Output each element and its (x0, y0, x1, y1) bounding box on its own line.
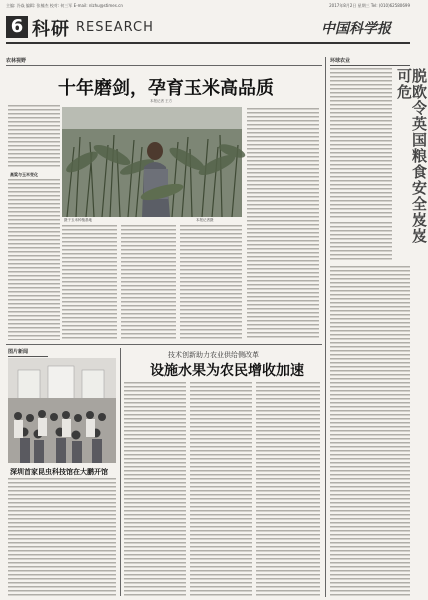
column-divider (325, 57, 326, 597)
lower-column-divider (120, 348, 121, 596)
museum-crowd-image (8, 358, 116, 463)
photo-news-text (8, 478, 116, 596)
bottom-text-col1 (124, 382, 186, 596)
main-text-col1-a (8, 105, 60, 169)
section-english-title: RESEARCH (76, 20, 154, 35)
main-text-col1-b (8, 179, 60, 340)
right-headline: 脱欧令英国粮食安全岌岌可危 (395, 68, 428, 244)
date-info: 2017年8月2日 星期三 Tel: (010)62580699 (329, 3, 410, 8)
editor-info: 主编: 冷焱 编辑: 张楠杰 校对: 何三军 E-mail: nlzhu@stimes.cn (6, 3, 123, 8)
museum-opening-photo (8, 358, 116, 463)
main-photo-caption: 摄于玉米种植基地 (64, 218, 92, 222)
main-text-col5 (247, 108, 319, 340)
main-text-col2 (62, 225, 117, 340)
right-column-label: 环球农业 (330, 57, 410, 66)
corn-field-image (62, 107, 242, 217)
lower-divider (6, 344, 322, 345)
main-photo-credit: 本报记者摄 (196, 218, 214, 222)
masthead-logo: 中国科学报 (321, 21, 391, 37)
bottom-text-col2 (190, 382, 252, 596)
section-title: 科研 (32, 19, 70, 40)
section-header (6, 14, 410, 44)
right-text-c (330, 266, 410, 596)
photo-news-headline: 深圳首家昆虫科技馆在大鹏开馆 (10, 468, 108, 476)
bottom-kicker: 技术创新助力农业供给侧改革 (168, 351, 259, 359)
main-subhead: 高粱与玉米变化 (10, 172, 38, 177)
main-byline: 本报记者 王方 (150, 99, 173, 103)
main-column-label: 农林视野 (6, 57, 46, 66)
photo-news-label: 图片新闻 (8, 348, 48, 357)
right-text-b (330, 222, 392, 262)
main-headline: 十年磨剑，孕育玉米高品质 (58, 78, 274, 99)
corn-field-photo (62, 107, 242, 217)
page-info-bar (0, 0, 416, 12)
main-divider (6, 65, 322, 66)
section-number: 6 (6, 16, 28, 38)
bottom-headline: 设施水果为农民增收加速 (150, 363, 304, 379)
main-text-col3 (121, 225, 176, 340)
right-text-a (330, 68, 392, 218)
bottom-text-col3 (256, 382, 320, 596)
main-text-col4 (180, 225, 242, 340)
